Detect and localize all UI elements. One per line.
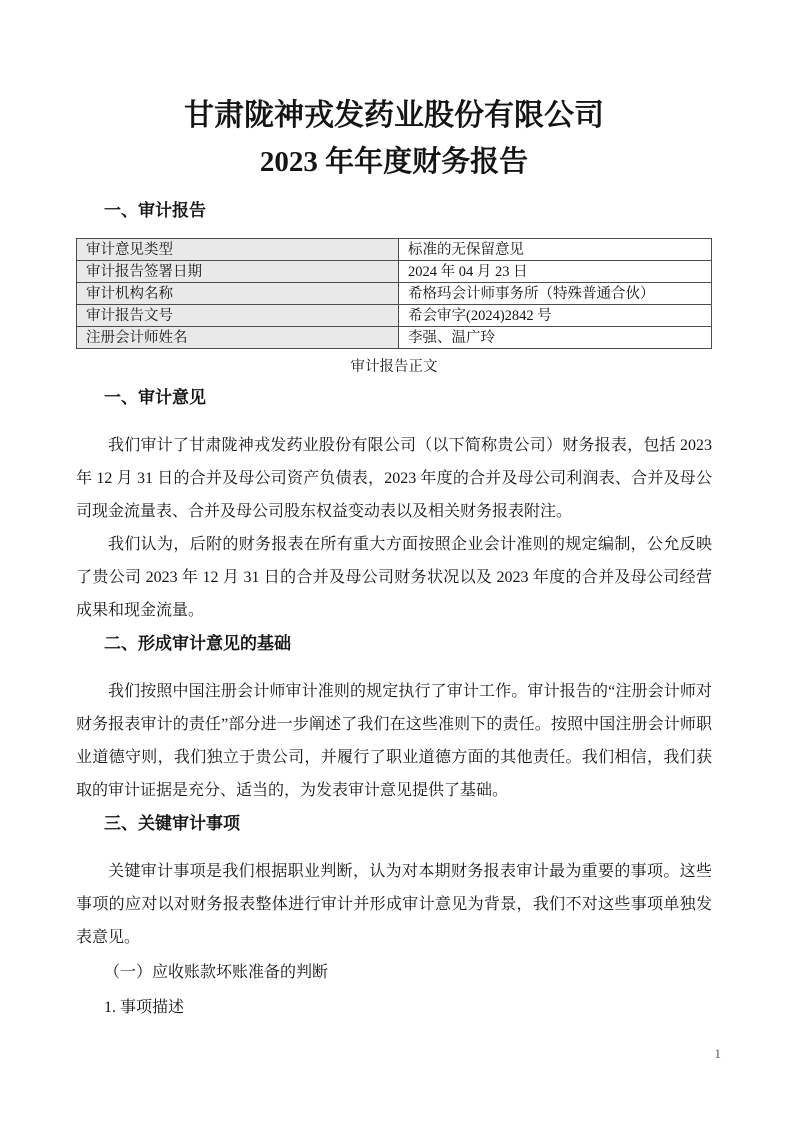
paragraph-key-audit-matters: 关键审计事项是我们根据职业判断，认为对本期财务报表审计最为重要的事项。这些事项的应对以对财务报表整体进行审计并形成审计意见为背景，我们不对这些事项单独发表意见。	[76, 863, 712, 946]
table-row	[77, 305, 712, 327]
heading-audit-opinion: 一、审计意见	[104, 388, 206, 407]
sub-heading-receivables-bad-debt: （一）应收账款坏账准备的判断	[104, 964, 329, 981]
caption-audit-report-body: 审计报告正文	[350, 359, 438, 375]
table-row	[77, 327, 712, 349]
table-row	[77, 283, 712, 305]
row-label-cell: 审计报告文号	[77, 305, 399, 327]
table-row	[77, 261, 712, 283]
row-value-cell: 2024 年 04 月 23 日	[399, 261, 712, 283]
table-row	[77, 239, 712, 261]
page-number: 1	[714, 1046, 721, 1061]
row-value-cell: 希会审字(2024)2842 号	[399, 305, 712, 327]
report-title: 甘肃陇神戎发药业股份有限公司	[184, 99, 604, 132]
paragraph-audit-scope: 我们审计了甘肃陇神戎发药业股份有限公司（以下简称贵公司）财务报表，包括 2023 年 12 月 31 日的合并及母公司资产负债表，2023 年度的合并及母公司利润表、合并及母公司现金流量表、合并及母公司股东权益变动表以及相关财务报表附注。	[76, 437, 712, 520]
row-value-cell: 李强、温广玲	[399, 327, 712, 349]
report-subtitle: 2023 年年度财务报告	[259, 146, 529, 178]
row-label-cell: 审计机构名称	[77, 283, 399, 305]
row-value-cell: 标准的无保留意见	[399, 239, 712, 261]
document-content	[76, 0, 712, 1024]
paragraph-basis-for-opinion: 我们按照中国注册会计师审计准则的规定执行了审计工作。审计报告的“注册会计师对财务报表审计的责任”部分进一步阐述了我们在这些准则下的责任。按照中国注册会计师职业道德守则，我们独立于贵公司，并履行了职业道德方面的其他责任。我们相信，我们获取的审计证据是充分、适当的，为发表审计意见提供了基础。	[76, 683, 712, 799]
audit-summary-table	[76, 238, 712, 349]
row-label-cell: 审计意见类型	[77, 239, 399, 261]
section-heading-audit-report: 一、审计报告	[104, 201, 206, 220]
row-label-cell: 审计报告签署日期	[77, 261, 399, 283]
paragraph-audit-opinion: 我们认为，后附的财务报表在所有重大方面按照企业会计准则的规定编制，公允反映了贵公司 2023 年 12 月 31 日的合并及母公司财务状况以及 2023 年度的合并及母公司经营成果和现金流量。	[76, 536, 712, 619]
row-label-cell: 注册会计师姓名	[77, 327, 399, 349]
sub-heading-item-description: 1. 事项描述	[104, 999, 185, 1016]
heading-basis-for-opinion: 二、形成审计意见的基础	[104, 634, 291, 653]
heading-key-audit-matters: 三、关键审计事项	[104, 814, 240, 833]
row-value-cell: 希格玛会计师事务所（特殊普通合伙）	[399, 283, 712, 305]
